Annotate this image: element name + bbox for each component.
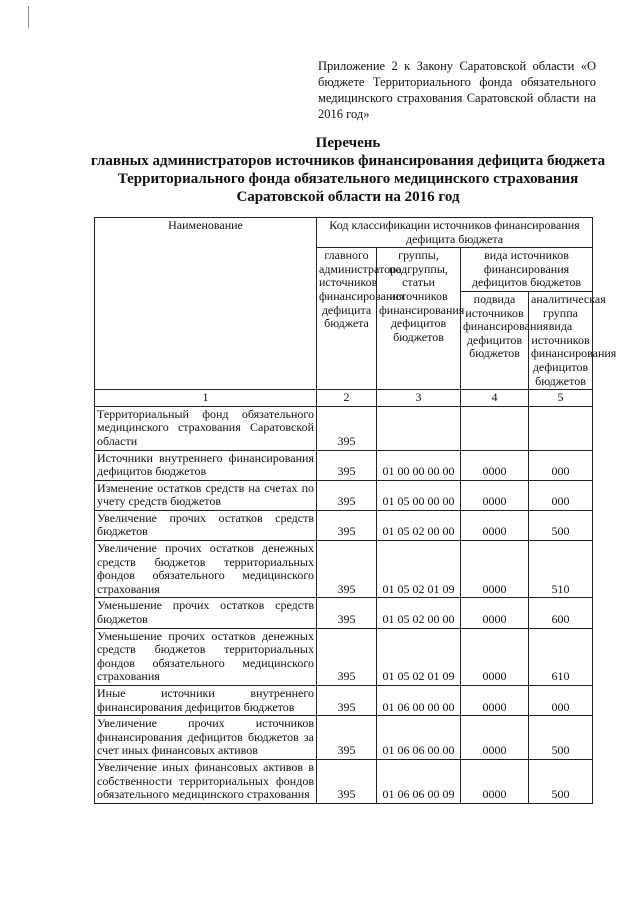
- row-analytic-code: [529, 406, 593, 450]
- row-group-code: [377, 406, 461, 450]
- row-subkind-code: 0000: [461, 541, 529, 598]
- row-name: Источники внутреннего финансирования дефицитов бюджетов: [95, 450, 317, 480]
- col-number-3: 3: [377, 390, 461, 407]
- row-analytic-code: 500: [529, 716, 593, 760]
- row-group-code: 01 05 02 01 09: [377, 541, 461, 598]
- row-admin-code: 395: [317, 406, 377, 450]
- row-admin-code: 395: [317, 450, 377, 480]
- header-analytic: аналитическая группа вида источников финансирования дефицитов бюджетов: [529, 291, 593, 389]
- table-row: [95, 406, 593, 450]
- row-name: Территориальный фонд обязательного медицинского страхования Саратовской области: [95, 406, 317, 450]
- row-admin-code: 395: [317, 541, 377, 598]
- row-group-code: 01 05 00 00 00: [377, 480, 461, 510]
- table-row: [95, 480, 593, 510]
- table-row: [95, 628, 593, 685]
- row-group-code: 01 06 06 00 09: [377, 759, 461, 803]
- row-analytic-code: 000: [529, 686, 593, 716]
- row-name: Уменьшение прочих остатков денежных средств бюджетов территориальных фондов обязательного медицинского страхования: [95, 628, 317, 685]
- header-subkind: подвида источников финансирования дефицитов бюджетов: [461, 291, 529, 389]
- title-line-2: главных администраторов источников финансирования дефицита бюджета Территориального фонда обязательного медицинского страхования Саратовской области на 2016 год: [90, 153, 606, 205]
- header-row-1: [95, 218, 593, 248]
- row-group-code: 01 06 00 00 00: [377, 686, 461, 716]
- row-analytic-code: 500: [529, 510, 593, 540]
- column-number-row: [95, 390, 593, 407]
- document-title: [90, 134, 606, 206]
- col-number-4: 4: [461, 390, 529, 407]
- row-subkind-code: 0000: [461, 686, 529, 716]
- row-name: Иные источники внутреннего финансирования дефицитов бюджетов: [95, 686, 317, 716]
- row-subkind-code: 0000: [461, 480, 529, 510]
- header-chief-admin: главного администратора источников финансирования дефицита бюджета: [317, 248, 377, 390]
- row-admin-code: 395: [317, 598, 377, 628]
- col-number-2: 2: [317, 390, 377, 407]
- title-line-1: Перечень: [315, 135, 381, 151]
- row-subkind-code: 0000: [461, 628, 529, 685]
- row-group-code: 01 05 02 01 09: [377, 628, 461, 685]
- row-subkind-code: 0000: [461, 716, 529, 760]
- table-row: [95, 598, 593, 628]
- appendix-note: Приложение 2 к Закону Саратовской области «О бюджете Территориального фонда обязательного медицинского страхования Саратовской области на 2016 год»: [318, 59, 596, 121]
- row-group-code: 01 05 02 00 00: [377, 510, 461, 540]
- row-subkind-code: 0000: [461, 598, 529, 628]
- row-name: Увеличение иных финансовых активов в собственности территориальных фондов обязательного медицинского страхования: [95, 759, 317, 803]
- row-admin-code: 395: [317, 716, 377, 760]
- margin-mark: [28, 6, 29, 28]
- col-number-1: 1: [95, 390, 317, 407]
- row-name: Увеличение прочих остатков средств бюджетов: [95, 510, 317, 540]
- row-group-code: 01 00 00 00 00: [377, 450, 461, 480]
- table-row: [95, 541, 593, 598]
- header-group: группы, подгруппы, статьи источников финансирования дефицитов бюджетов: [377, 248, 461, 390]
- table-row: [95, 450, 593, 480]
- row-name: Изменение остатков средств на счетах по учету средств бюджетов: [95, 480, 317, 510]
- row-analytic-code: 000: [529, 450, 593, 480]
- table-row: [95, 759, 593, 803]
- row-analytic-code: 510: [529, 541, 593, 598]
- col-number-5: 5: [529, 390, 593, 407]
- row-admin-code: 395: [317, 686, 377, 716]
- sources-table: [94, 217, 617, 804]
- header-name: Наименование: [95, 218, 317, 390]
- row-admin-code: 395: [317, 510, 377, 540]
- row-analytic-code: 600: [529, 598, 593, 628]
- header-code-group: Код классификации источников финансирования дефицита бюджета: [317, 218, 593, 248]
- row-admin-code: 395: [317, 480, 377, 510]
- table-row: [95, 686, 593, 716]
- row-subkind-code: 0000: [461, 759, 529, 803]
- row-analytic-code: 610: [529, 628, 593, 685]
- table-row: [95, 510, 593, 540]
- row-name: Увеличение прочих остатков денежных средств бюджетов территориальных фондов обязательного медицинского страхования: [95, 541, 317, 598]
- row-analytic-code: 500: [529, 759, 593, 803]
- row-group-code: 01 06 06 00 00: [377, 716, 461, 760]
- row-subkind-code: 0000: [461, 450, 529, 480]
- row-group-code: 01 05 02 00 00: [377, 598, 461, 628]
- table-row: [95, 716, 593, 760]
- row-subkind-code: 0000: [461, 510, 529, 540]
- row-analytic-code: 000: [529, 480, 593, 510]
- header-kind-group: вида источников финансирования дефицитов бюджетов: [461, 248, 593, 292]
- row-subkind-code: [461, 406, 529, 450]
- row-name: Уменьшение прочих остатков средств бюджетов: [95, 598, 317, 628]
- row-admin-code: 395: [317, 628, 377, 685]
- row-admin-code: 395: [317, 759, 377, 803]
- row-name: Увеличение прочих источников финансирования дефицитов бюджетов за счет иных финансовых активов: [95, 716, 317, 760]
